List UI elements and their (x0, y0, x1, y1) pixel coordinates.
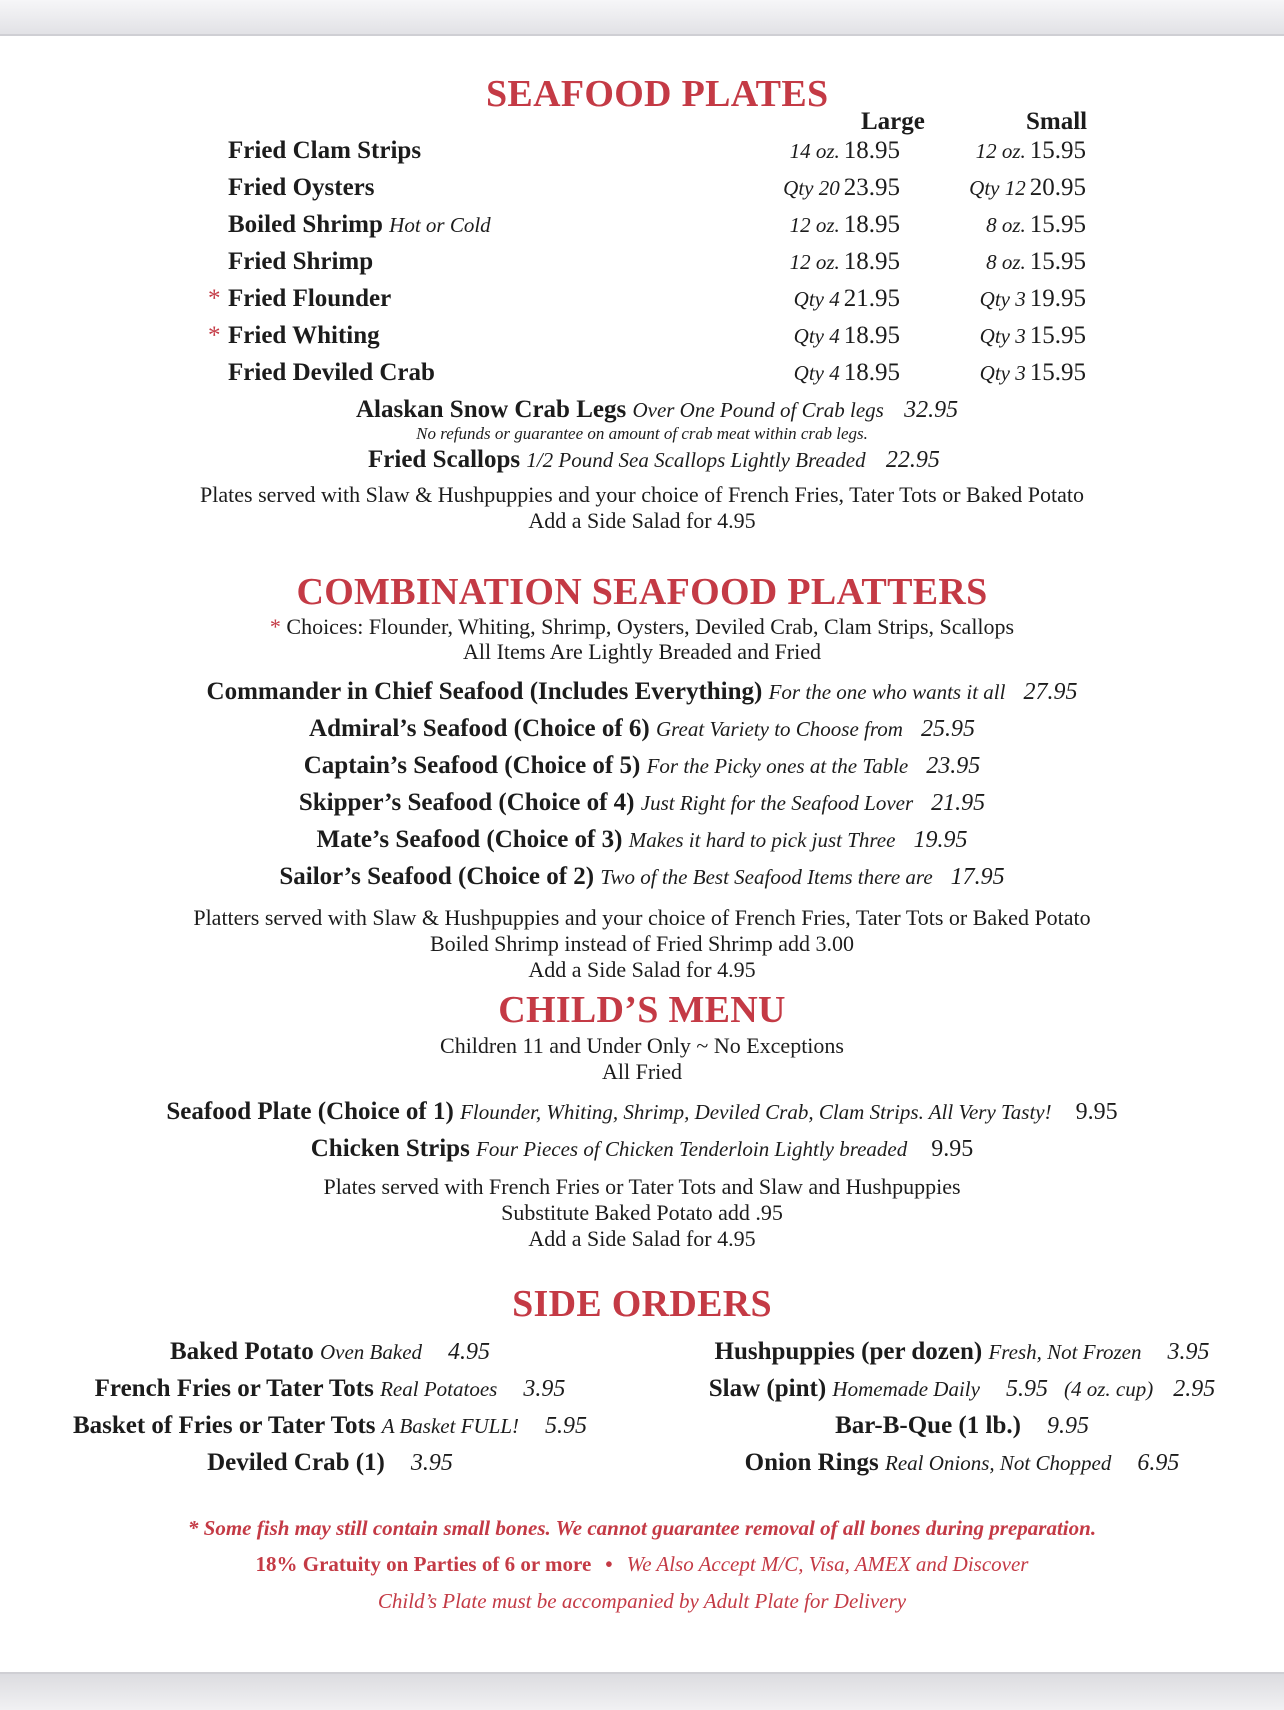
platters-served-with: Platters served with Slaw & Hushpuppies and your choice of French Fries, Tater Tots or Baked Potato (193, 905, 1091, 930)
childs-served-with: Plates served with French Fries or Tater Tots and Slaw and Hushpuppies (323, 1174, 961, 1199)
item-price: 22.95 (885, 447, 940, 473)
side-order-row (0, 1449, 660, 1477)
item-price: 9.95 (931, 1136, 974, 1162)
item-name: Boiled Shrimp (228, 211, 383, 238)
price: 15.95 (1029, 359, 1086, 386)
item-extra-desc: (4 oz. cup) (1063, 1377, 1154, 1401)
item-name: Fried Shrimp (228, 248, 374, 275)
bones-note: * Some fish may still contain small bones. We cannot guarantee removal of all bones during preparation. (187, 1516, 1097, 1540)
item-name: Onion Rings (744, 1449, 879, 1476)
childs-menu-heading: CHILD’S MENU (498, 989, 786, 1031)
item-name: Alaskan Snow Crab Legs (356, 396, 627, 423)
seafood-plate-row (208, 248, 373, 276)
combo-row (0, 826, 1284, 854)
item-name: Fried Flounder (228, 285, 392, 312)
small-price-cell (926, 285, 1086, 313)
seafood-plate-row (208, 285, 391, 313)
item-price: 3.95 (523, 1376, 566, 1402)
bottom-bezel (0, 1672, 1284, 1710)
item-desc: Hot or Cold (389, 213, 491, 237)
item-price: 3.95 (1167, 1339, 1210, 1365)
qty: Qty 3 (979, 287, 1026, 311)
menu-page (0, 36, 1284, 1672)
qty: Qty 20 (783, 176, 840, 200)
item-desc: Just Right for the Seafood Lover (640, 791, 914, 815)
seafood-plate-row (208, 322, 380, 350)
qty: Qty 3 (979, 361, 1026, 385)
item-price: 23.95 (926, 753, 981, 779)
combo-row (0, 678, 1284, 706)
qty: 12 oz. (789, 250, 840, 274)
price: 18.95 (843, 248, 900, 275)
combo-row (0, 715, 1284, 743)
large-price-cell (740, 248, 900, 276)
combo-row (0, 863, 1284, 891)
item-desc: For the one who wants it all (768, 680, 1006, 704)
large-price-cell (740, 137, 900, 165)
item-name: Fried Deviled Crab (228, 359, 435, 386)
large-price-cell (740, 211, 900, 239)
price: 15.95 (1029, 322, 1086, 349)
price: 20.95 (1029, 174, 1086, 201)
qty: Qty 4 (793, 361, 840, 385)
large-price-cell (740, 322, 900, 350)
item-name: Chicken Strips (310, 1135, 470, 1162)
item-desc: Makes it hard to pick just Three (628, 828, 896, 852)
item-name: Fried Oysters (228, 174, 375, 201)
qty: 12 oz. (975, 139, 1026, 163)
item-price: 27.95 (1023, 679, 1078, 705)
combo-platters-heading: COMBINATION SEAFOOD PLATTERS (296, 571, 988, 613)
crab-legs-note: No refunds or guarantee on amount of crab meat within crab legs. (416, 424, 868, 443)
scallops-row (368, 446, 940, 474)
item-price: 32.95 (904, 397, 959, 423)
small-price-cell (926, 359, 1086, 387)
gratuity-line (0, 1552, 1284, 1577)
side-orders-heading: SIDE ORDERS (512, 1283, 772, 1325)
item-name: Captain’s Seafood (Choice of 5) (303, 752, 641, 779)
seafood-plate-row (208, 359, 435, 387)
childs-fried-note: All Fried (601, 1059, 683, 1084)
item-name: Commander in Chief Seafood (Includes Everything) (206, 678, 763, 705)
childs-age-note: Children 11 and Under Only ~ No Exceptions (440, 1033, 844, 1058)
childs-side-salad: Add a Side Salad for 4.95 (528, 1226, 756, 1251)
small-price-cell (926, 211, 1086, 239)
item-name: Basket of Fries or Tater Tots (72, 1412, 376, 1439)
col-small-label: Small (1026, 108, 1088, 135)
star-marker: * (208, 285, 221, 312)
item-name: Fried Scallops (368, 446, 521, 473)
price: 18.95 (843, 322, 900, 349)
combo-row (0, 789, 1284, 817)
item-name: Sailor’s Seafood (Choice of 2) (279, 863, 595, 890)
childs-row (0, 1098, 1284, 1126)
seafood-plate-row (208, 211, 491, 239)
qty: Qty 4 (793, 287, 840, 311)
side-order-row (0, 1412, 660, 1440)
price: 18.95 (843, 359, 900, 386)
side-order-row (640, 1338, 1284, 1366)
price: 15.95 (1029, 211, 1086, 238)
item-price: 9.95 (1075, 1099, 1118, 1125)
item-desc: Flounder, Whiting, Shrimp, Deviled Crab, Clam Strips. All Very Tasty! (460, 1100, 1052, 1124)
col-large-label: Large (861, 108, 925, 135)
qty: Qty 12 (969, 176, 1026, 200)
item-name: Fried Whiting (228, 322, 380, 349)
price: 15.95 (1029, 137, 1086, 164)
qty: 12 oz. (789, 213, 840, 237)
price: 18.95 (843, 137, 900, 164)
large-price-cell (740, 285, 900, 313)
side-order-row (640, 1449, 1284, 1477)
item-price: 25.95 (920, 716, 975, 742)
qty: 14 oz. (789, 139, 840, 163)
item-name: Fried Clam Strips (228, 137, 422, 164)
side-order-row (0, 1375, 660, 1403)
plates-served-with: Plates served with Slaw & Hushpuppies and your choice of French Fries, Tater Tots or Baked Potato (200, 482, 1084, 507)
item-desc: For the Picky ones at the Table (646, 754, 909, 778)
item-price: 19.95 (913, 827, 968, 853)
small-price-cell (926, 322, 1086, 350)
item-price: 9.95 (1046, 1413, 1089, 1439)
item-price: 5.95 (545, 1413, 588, 1439)
qty: Qty 4 (793, 324, 840, 348)
star-marker: * (269, 614, 281, 639)
platters-side-salad: Add a Side Salad for 4.95 (528, 957, 756, 982)
item-desc: A Basket FULL! (381, 1414, 520, 1438)
combo-breaded-note: All Items Are Lightly Breaded and Fried (462, 639, 822, 664)
seafood-plates-heading: SEAFOOD PLATES (486, 73, 829, 115)
item-price: 21.95 (931, 790, 986, 816)
cards-text: We Also Accept M/C, Visa, AMEX and Discover (626, 1552, 1029, 1576)
item-desc: Real Onions, Not Chopped (885, 1451, 1112, 1475)
item-name: French Fries or Tater Tots (94, 1375, 374, 1402)
item-name: Hushpuppies (per dozen) (714, 1338, 983, 1365)
item-name: Seafood Plate (Choice of 1) (166, 1098, 454, 1125)
combo-row (0, 752, 1284, 780)
top-bezel (0, 0, 1284, 36)
item-desc: Four Pieces of Chicken Tenderloin Lightly breaded (476, 1137, 908, 1161)
item-desc: Great Variety to Choose from (656, 717, 903, 741)
seafood-plate-row (208, 137, 421, 165)
item-name: Bar-B-Que (1 lb.) (835, 1412, 1021, 1439)
boiled-shrimp-note: Boiled Shrimp instead of Fried Shrimp add 3.00 (429, 931, 855, 956)
side-order-row (0, 1338, 660, 1366)
price: 21.95 (843, 285, 900, 312)
star-marker: * (208, 322, 221, 349)
item-desc: Real Potatoes (380, 1377, 498, 1401)
item-extra-price: 2.95 (1173, 1376, 1216, 1402)
large-price-cell (740, 359, 900, 387)
seafood-plate-row (208, 174, 374, 202)
item-name: Deviled Crab (1) (207, 1449, 385, 1476)
crab-legs-row (356, 396, 958, 424)
small-price-cell (926, 248, 1086, 276)
qty: 8 oz. (986, 250, 1026, 274)
item-desc: Fresh, Not Frozen (988, 1340, 1142, 1364)
side-order-row (640, 1375, 1284, 1403)
price: 19.95 (1029, 285, 1086, 312)
item-price: 3.95 (410, 1450, 453, 1476)
item-desc: Oven Baked (319, 1340, 423, 1364)
item-price: 6.95 (1137, 1450, 1180, 1476)
item-desc: 1/2 Pound Sea Scallops Lightly Breaded (526, 448, 866, 472)
item-name: Mate’s Seafood (Choice of 3) (316, 826, 623, 853)
item-desc: Homemade Daily (832, 1377, 980, 1401)
price: 18.95 (843, 211, 900, 238)
item-price: 5.95 (1005, 1376, 1048, 1402)
qty: 8 oz. (986, 213, 1026, 237)
combo-choices (0, 614, 1284, 640)
choices-text: Choices: Flounder, Whiting, Shrimp, Oysters, Deviled Crab, Clam Strips, Scallops (286, 614, 1015, 639)
item-name: Slaw (pint) (708, 1375, 827, 1402)
price: 15.95 (1029, 248, 1086, 275)
small-price-cell (926, 137, 1086, 165)
item-name: Baked Potato (169, 1338, 314, 1365)
childs-row (0, 1135, 1284, 1163)
price: 23.95 (843, 174, 900, 201)
bullet-separator: • (605, 1552, 613, 1576)
small-price-cell (926, 174, 1086, 202)
item-name: Admiral’s Seafood (Choice of 6) (309, 715, 650, 742)
plates-side-salad: Add a Side Salad for 4.95 (528, 508, 756, 533)
large-price-cell (740, 174, 900, 202)
delivery-note: Child’s Plate must be accompanied by Adult Plate for Delivery (377, 1589, 907, 1613)
item-price: 4.95 (448, 1339, 491, 1365)
gratuity-text: 18% Gratuity on Parties of 6 or more (255, 1552, 592, 1576)
side-order-row (640, 1412, 1284, 1440)
item-name: Skipper’s Seafood (Choice of 4) (298, 789, 635, 816)
item-desc: Two of the Best Seafood Items there are (600, 865, 933, 889)
item-price: 17.95 (950, 864, 1005, 890)
item-desc: Over One Pound of Crab legs (632, 398, 884, 422)
qty: Qty 3 (979, 324, 1026, 348)
childs-substitute: Substitute Baked Potato add .95 (501, 1200, 783, 1225)
